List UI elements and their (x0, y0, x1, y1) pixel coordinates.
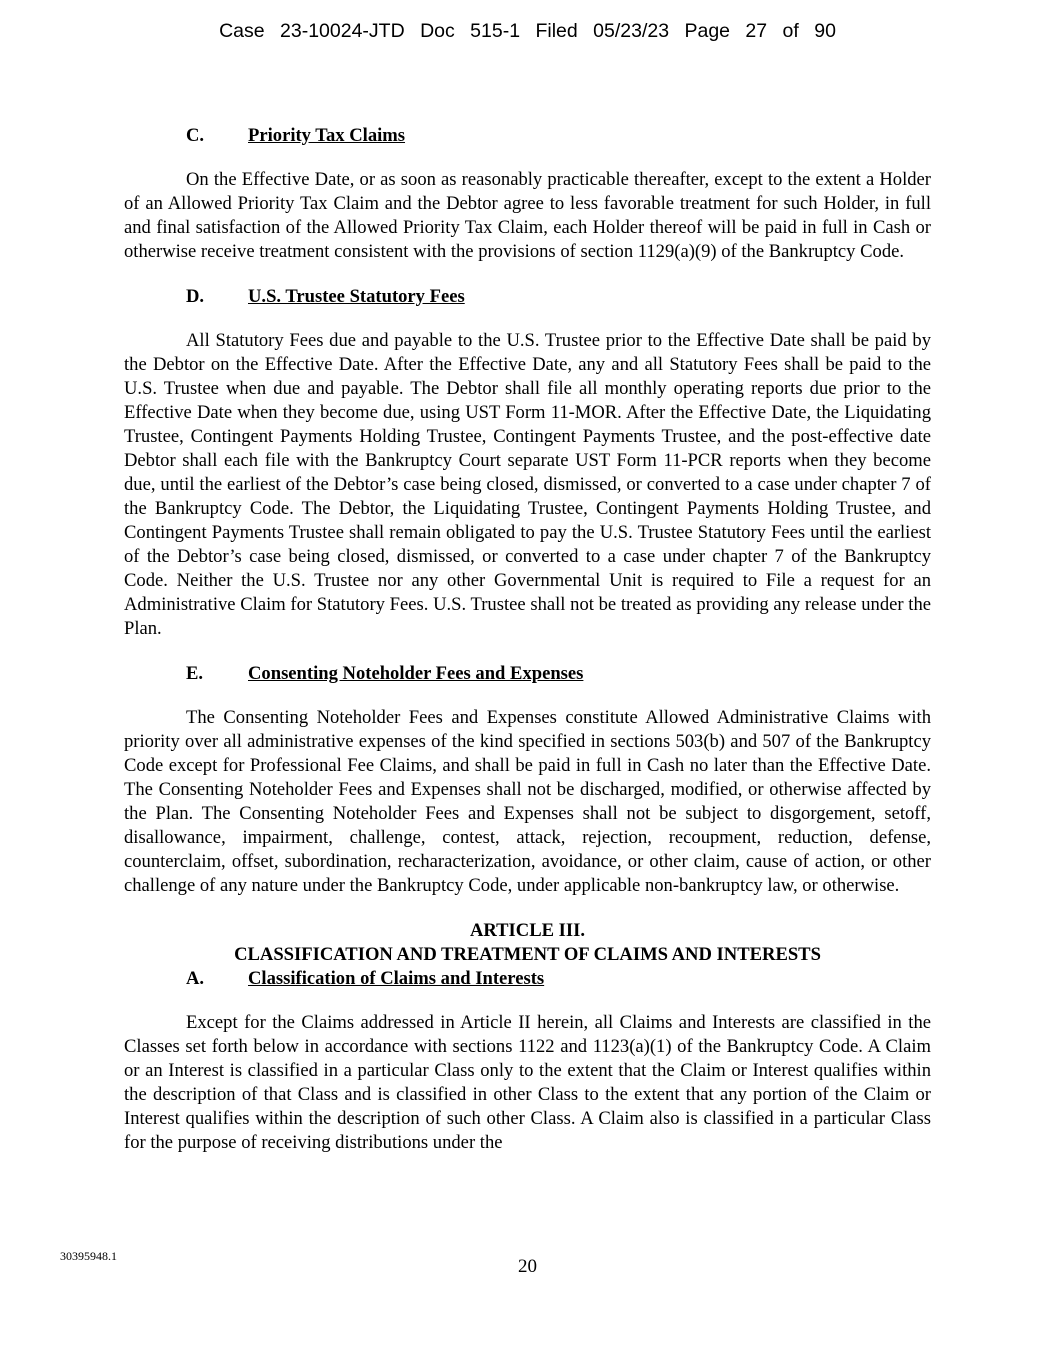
section-e-heading (124, 662, 931, 686)
page-number: 20 (518, 1256, 537, 1277)
section-d-paragraph: All Statutory Fees due and payable to the U.S. Trustee prior to the Effective Date shall be paid by the Debtor on the Effective Date. After the Effective Date, any and all Statutory Fees shall be paid to the U.S. Trustee when due and payable. The Debtor shall file all monthly operating reports due prior to the Effective Date when they become due, using UST Form 11-MOR. After the Effective Date, the Liquidating Trustee, Contingent Payments Holding Trustee, Contingent Payments Trustee, and the post-effective date Debtor shall each file with the Bankruptcy Court separate UST Form 11-PCR reports when they become due, until the earliest of the Debtor’s case being closed, dismissed, or converted to a case under chapter 7 of the Bankruptcy Code. The Debtor, the Liquidating Trustee, Contingent Payments Holding Trustee, and Contingent Payments Trustee shall remain obligated to pay the U.S. Trustee Statutory Fees until the earliest of the Debtor’s case being closed, dismissed, or converted to a case under chapter 7 of the Bankruptcy Code. Neither the U.S. Trustee nor any other Governmental Unit is required to File a request for an Administrative Claim for Statutory Fees. U.S. Trustee shall not be treated as providing any release under the Plan. (124, 330, 931, 639)
article-section-a-paragraph: Except for the Claims addressed in Article II herein, all Claims and Interests are classified in the Classes set forth below in accordance with sections 1122 and 1123(a)(1) of the Bankruptcy Code. A Claim or an Interest is classified in a particular Class only to the extent that the Claim or Interest qualifies within the description of that Class and is classified in other Class to the extent that any portion of the Claim or Interest qualifies within the description of such other Class. A Claim also is classified in a particular Class for the purpose of receiving distributions under the (124, 1012, 931, 1153)
section-e-title: Consenting Noteholder Fees and Expenses (248, 663, 584, 684)
article-section-a-title: Classification of Claims and Interests (248, 968, 545, 989)
article-number: ARTICLE III. (469, 920, 586, 941)
section-d-letter: D. (186, 286, 205, 307)
section-e-paragraph: The Consenting Noteholder Fees and Expenses constitute Allowed Administrative Claims with priority over all administrative expenses of the kind specified in sections 503(b) and 507 of the Bankruptcy Code except for Professional Fee Claims, and shall be paid in full in Cash no later than the Effective Date. The Consenting Noteholder Fees and Expenses shall not be discharged, modified, or otherwise affected by the Plan. The Consenting Noteholder Fees and Expenses shall not be subject to disgorgement, setoff, disallowance, impairment, challenge, contest, attack, rejection, recoupment, reduction, defense, counterclaim, offset, subordination, recharacterization, avoidance, or other claim, cause of action, or other challenge of any nature under the Bankruptcy Code, under applicable non-bankruptcy law, or otherwise. (124, 707, 931, 896)
section-c-letter: C. (186, 125, 205, 146)
document-body (124, 124, 931, 1176)
article-title: CLASSIFICATION AND TREATMENT OF CLAIMS AND INTERESTS (234, 944, 821, 965)
article-section-a-heading (124, 967, 931, 991)
article-section-a-letter: A. (186, 968, 205, 989)
case-header: Case 23-10024-JTD Doc 515-1 Filed 05/23/23 Page 27 of 90 (219, 20, 836, 42)
section-d-heading (124, 285, 931, 309)
document-id: 30395948.1 (60, 1249, 117, 1263)
section-d-title: U.S. Trustee Statutory Fees (248, 286, 465, 307)
section-c-title: Priority Tax Claims (248, 125, 406, 146)
section-c-heading (124, 124, 931, 148)
section-e-letter: E. (186, 663, 204, 684)
section-c-paragraph: On the Effective Date, or as soon as reasonably practicable thereafter, except to the extent a Holder of an Allowed Priority Tax Claim and the Debtor agree to less favorable treatment for such Holder, in full and final satisfaction of the Allowed Priority Tax Claim, each Holder thereof will be paid in full in Cash or otherwise receive treatment consistent with the provisions of section 1129(a)(9) of the Bankruptcy Code. (124, 169, 931, 262)
